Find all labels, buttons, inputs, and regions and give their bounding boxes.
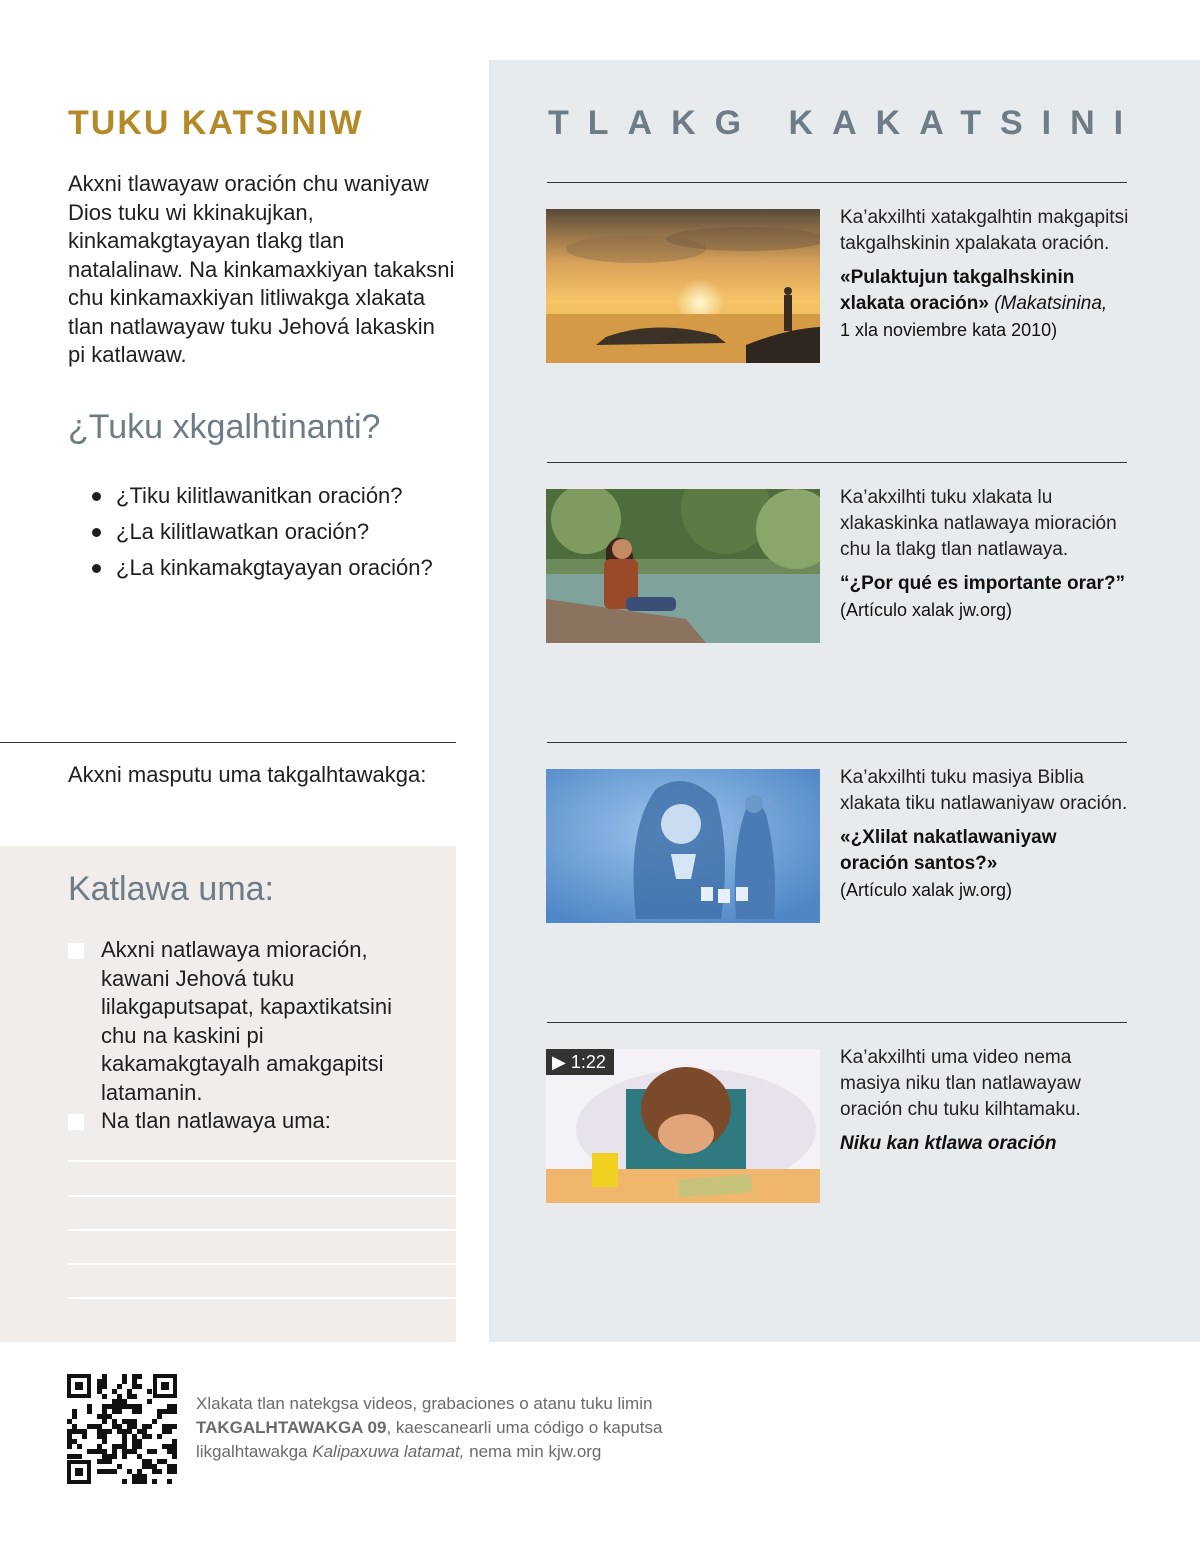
- write-line[interactable]: [68, 1229, 456, 1231]
- section-title: TUKU KATSINIW: [68, 104, 364, 142]
- entry-paren: (: [994, 293, 1001, 314]
- entry-title: «Pulaktujun takgalhskinin xlakata oración»: [840, 267, 1075, 314]
- intro-paragraph: Akxni tlawayaw oración chu waniyaw Dios tuku wi kkinakujkan, kinkamakgtayayan tlakg tlan natalalinaw. Na kinkamaxkiyan takaksni chu kinkamaxkiyan litliwakga xlakata tlan natlawayaw tuku Jehová lakaskin pi katlawaw.: [68, 171, 455, 367]
- entry-link[interactable]: [840, 265, 1130, 317]
- question-list: [92, 478, 433, 586]
- questions-heading: ¿Tuku xkgalhtinanti?: [68, 408, 381, 446]
- entry-title[interactable]: «¿Xlilat nakatlawaniyaw oración santos?»: [840, 827, 1057, 874]
- try-heading: Katlawa uma:: [68, 870, 274, 908]
- entry-source: 1 xla noviembre kata 2010): [840, 320, 1058, 340]
- entry-description: Ka’akxilhti tuku masiya Biblia xlakata tiku natlawaniyaw oración.: [840, 767, 1128, 814]
- praying-woman-image[interactable]: [546, 769, 820, 923]
- video-duration-badge: ▶ 1:22: [546, 1049, 614, 1075]
- entry-description: Ka’akxilhti uma video nema masiya niku tlan natlawayaw oración chu tuku kilhtamaku.: [840, 1047, 1081, 1120]
- write-line[interactable]: [68, 1160, 456, 1162]
- reading-entry: [840, 485, 1130, 623]
- question-item: ¿Tiku kilitlawanitkan oración?: [92, 478, 433, 514]
- qr-code[interactable]: [67, 1374, 177, 1484]
- entry-description: Ka’akxilhti tuku xlakata lu xlakaskinka natlawaya mioración chu la tlakg tlan natlawaya.: [840, 487, 1117, 560]
- next-time-label: Akxni masputu uma takgalhtawakga:: [68, 762, 427, 787]
- footer-book-title: Kalipaxuwa latamat,: [312, 1442, 465, 1461]
- question-item: ¿La kilitlawatkan oración?: [92, 514, 433, 550]
- footer-note: [196, 1392, 676, 1464]
- footer-text: nema min kjw.org: [464, 1442, 602, 1461]
- divider: [0, 742, 456, 743]
- divider: [547, 182, 1127, 183]
- video-title[interactable]: Niku kan ktlawa oración: [840, 1133, 1057, 1154]
- divider: [547, 742, 1127, 743]
- sunset-prayer-image[interactable]: [546, 209, 820, 363]
- try-item: Akxni natlawaya mioración, kawani Jehová tuku lilakgaputsapat, kapaxtikatsini chu na kaskini pi kakamakgtayalh amakgapitsi latamanin.: [101, 937, 393, 1105]
- entry-description: Ka’akxilhti xatakgalhtin makgapitsi takgalhskinin xpalakata oración.: [840, 207, 1129, 254]
- try-item: Na tlan natlawaya uma:: [101, 1108, 331, 1133]
- woman-by-river-image[interactable]: [546, 489, 820, 643]
- footer-text: , kaescanearli uma código o kaputsa likgalhtawakga: [196, 1418, 663, 1461]
- checkbox[interactable]: [68, 943, 84, 959]
- write-line[interactable]: [68, 1297, 456, 1299]
- footer-section-ref: TAKGALHTAWAKGA 09: [196, 1418, 387, 1437]
- question-item: ¿La kinkamakgtayayan oración?: [92, 550, 433, 586]
- write-line[interactable]: [68, 1195, 456, 1197]
- checkbox[interactable]: [68, 1114, 84, 1130]
- footer-text: Xlakata tlan natekgsa videos, grabaciones o atanu tuku limin: [196, 1394, 653, 1413]
- write-line[interactable]: [68, 1263, 456, 1265]
- reading-entry: [840, 1045, 1130, 1157]
- entry-publication: Makatsinina,: [1000, 293, 1108, 314]
- panel-title: TLAKG KAKATSINI: [548, 104, 1143, 142]
- entry-source: (Artículo xalak jw.org): [840, 880, 1013, 900]
- reading-entry: [840, 765, 1130, 903]
- reading-entry: [840, 205, 1130, 343]
- divider: [547, 1022, 1127, 1023]
- entry-source: (Artículo xalak jw.org): [840, 600, 1013, 620]
- divider: [547, 462, 1127, 463]
- entry-title[interactable]: “¿Por qué es importante orar?”: [840, 573, 1126, 594]
